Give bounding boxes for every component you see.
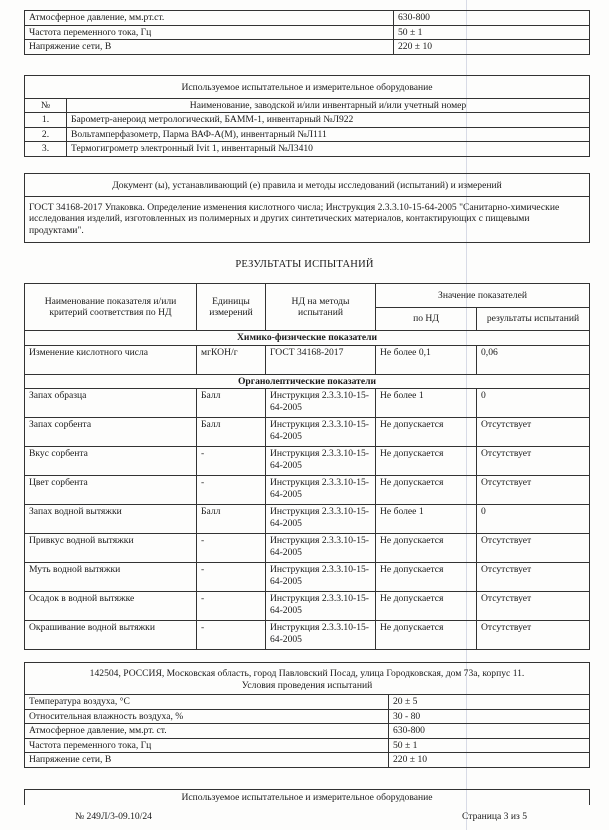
condition-label: Частота переменного тока, Гц [25, 738, 389, 753]
results-row [25, 534, 590, 563]
result-value: Отсутствует [477, 621, 590, 650]
result-nd: Не допускается [376, 447, 477, 476]
condition-row [25, 11, 590, 26]
condition-value: 630-800 [394, 11, 590, 26]
condition-label: Относительная влажность воздуха, % [25, 709, 389, 724]
result-value: 0 [477, 505, 590, 534]
result-name: Муть водной вытяжки [25, 563, 197, 592]
result-unit: Балл [197, 389, 266, 418]
results-row [25, 476, 590, 505]
condition-label: Напряжение сети, В [25, 753, 389, 768]
equipment-title: Используемое испытательное и измерительное оборудование [181, 82, 433, 93]
condition-label: Атмосферное давление, мм.рт.ст. [25, 11, 394, 26]
condition-value: 50 ± 1 [394, 25, 590, 40]
documents-block [24, 173, 590, 243]
condition-label: Атмосферное давление, мм.рт. ст. [25, 724, 389, 739]
condition-row [25, 40, 590, 55]
condition-label: Температура воздуха, °С [25, 695, 389, 710]
result-method: Инструкция 2.3.3.10-15-64-2005 [266, 447, 376, 476]
conditions-top-table [24, 10, 590, 55]
result-name: Привкус водной вытяжки [25, 534, 197, 563]
results-row [25, 592, 590, 621]
result-name: Окрашивание водной вытяжки [25, 621, 197, 650]
condition-value: 50 ± 1 [389, 738, 590, 753]
result-name: Вкус сорбента [25, 447, 197, 476]
equipment-col-num: № [25, 98, 67, 113]
results-row [25, 345, 590, 374]
result-method: Инструкция 2.3.3.10-15-64-2005 [266, 534, 376, 563]
result-unit: - [197, 563, 266, 592]
result-nd: Не более 1 [376, 389, 477, 418]
condition-row [25, 753, 590, 768]
result-name: Запах сорбента [25, 418, 197, 447]
results-heading: РЕЗУЛЬТАТЫ ИСПЫТАНИЙ [235, 259, 374, 270]
footer-doc-number: № 249Л/3-09.10/24 [75, 811, 152, 822]
result-nd: Не допускается [376, 476, 477, 505]
condition-row [25, 709, 590, 724]
result-name: Изменение кислотного числа [25, 345, 197, 374]
result-unit: - [197, 621, 266, 650]
address-block [24, 662, 590, 768]
result-method: Инструкция 2.3.3.10-15-64-2005 [266, 505, 376, 534]
results-section-row [25, 331, 590, 346]
results-row [25, 505, 590, 534]
result-unit: Балл [197, 418, 266, 447]
address-subtitle: Условия проведения испытаний [241, 679, 373, 691]
result-value: Отсутствует [477, 563, 590, 592]
result-nd: Не допускается [376, 563, 477, 592]
results-row [25, 563, 590, 592]
results-row [25, 389, 590, 418]
result-unit: - [197, 447, 266, 476]
equipment-name: Барометр-анероид метрологический, БАММ-1, инвентарный №Л922 [67, 113, 590, 128]
results-col-values: Значение показателей [376, 284, 590, 308]
result-unit: - [197, 592, 266, 621]
results-col-by-nd: по НД [376, 307, 477, 331]
result-nd: Не более 1 [376, 505, 477, 534]
condition-row [25, 25, 590, 40]
result-unit: Балл [197, 505, 266, 534]
equipment-name: Вольтамперфазометр, Парма ВАФ-А(М), инвентарный №Л111 [67, 127, 590, 142]
results-col-units: Единицы измерений [197, 284, 266, 331]
result-value: Отсутствует [477, 592, 590, 621]
results-table [24, 283, 590, 650]
condition-value: 30 - 80 [389, 709, 590, 724]
results-row [25, 447, 590, 476]
result-nd: Не допускается [376, 418, 477, 447]
result-value: Отсутствует [477, 476, 590, 505]
result-value: Отсутствует [477, 534, 590, 563]
result-name: Запах водной вытяжки [25, 505, 197, 534]
result-value: 0 [477, 389, 590, 418]
result-nd: Не допускается [376, 592, 477, 621]
equipment-bottom-block [24, 789, 590, 805]
result-method: Инструкция 2.3.3.10-15-64-2005 [266, 621, 376, 650]
results-section-row [25, 374, 590, 389]
condition-value: 220 ± 10 [389, 753, 590, 768]
result-name: Запах образца [25, 389, 197, 418]
documents-title: Документ (ы), устанавливающий (е) правила и методы исследований (испытаний) и измерений [25, 174, 589, 197]
equipment-col-name: Наименование, заводской и/или инвентарный и/или учетный номер [67, 98, 590, 113]
results-row [25, 621, 590, 650]
result-value: Отсутствует [477, 418, 590, 447]
result-method: Инструкция 2.3.3.10-15-64-2005 [266, 476, 376, 505]
equipment-row [25, 142, 590, 157]
address-line: 142504, РОССИЯ, Московская область, город Павловский Посад, улица Городковская, дом 73а, корпус 11. [89, 668, 525, 679]
results-col-result: результаты испытаний [477, 307, 590, 331]
results-col-name: Наименование показателя и/или критерий соответствия по НД [25, 284, 197, 331]
equipment-row [25, 127, 590, 142]
footer-page-number: Страница 3 из 5 [461, 811, 527, 822]
result-method: Инструкция 2.3.3.10-15-64-2005 [266, 592, 376, 621]
result-value: Отсутствует [477, 447, 590, 476]
condition-label: Напряжение сети, В [25, 40, 394, 55]
result-name: Осадок в водной вытяжке [25, 592, 197, 621]
equipment-name: Термогигрометр электронный Ivit 1, инвентарный №Л3410 [67, 142, 590, 157]
condition-value: 630-800 [389, 724, 590, 739]
equipment-num: 2. [25, 127, 67, 142]
result-unit: - [197, 476, 266, 505]
result-method: Инструкция 2.3.3.10-15-64-2005 [266, 563, 376, 592]
equipment-num: 3. [25, 142, 67, 157]
result-value: 0,06 [477, 345, 590, 374]
condition-value: 220 ± 10 [394, 40, 590, 55]
condition-row [25, 724, 590, 739]
result-nd: Не более 0,1 [376, 345, 477, 374]
equipment-num: 1. [25, 113, 67, 128]
result-method: ГОСТ 34168-2017 [266, 345, 376, 374]
documents-text: ГОСТ 34168-2017 Упаковка. Определение изменения кислотного числа; Инструкция 2.3.3.10-15-64-2005 "Санитарно-химические исследования изделий, изготовленных из полимерных и других синтетических материалов, контактирующих с пищевыми продуктами". [29, 201, 560, 236]
condition-row [25, 738, 590, 753]
results-col-method: НД на методы испытаний [266, 284, 376, 331]
result-nd: Не допускается [376, 621, 477, 650]
result-nd: Не допускается [376, 534, 477, 563]
result-unit: - [197, 534, 266, 563]
condition-label: Частота переменного тока, Гц [25, 25, 394, 40]
condition-row [25, 695, 590, 710]
equipment-bottom-title: Используемое испытательное и измерительное оборудование [181, 792, 433, 803]
result-method: Инструкция 2.3.3.10-15-64-2005 [266, 389, 376, 418]
result-name: Цвет сорбента [25, 476, 197, 505]
result-unit: мгКОН/г [197, 345, 266, 374]
equipment-table [24, 75, 590, 157]
results-row [25, 418, 590, 447]
results-section-title: Органолептические показатели [25, 374, 590, 389]
result-method: Инструкция 2.3.3.10-15-64-2005 [266, 418, 376, 447]
results-section-title: Химико-физические показатели [25, 331, 590, 346]
condition-value: 20 ± 5 [389, 695, 590, 710]
equipment-row [25, 113, 590, 128]
